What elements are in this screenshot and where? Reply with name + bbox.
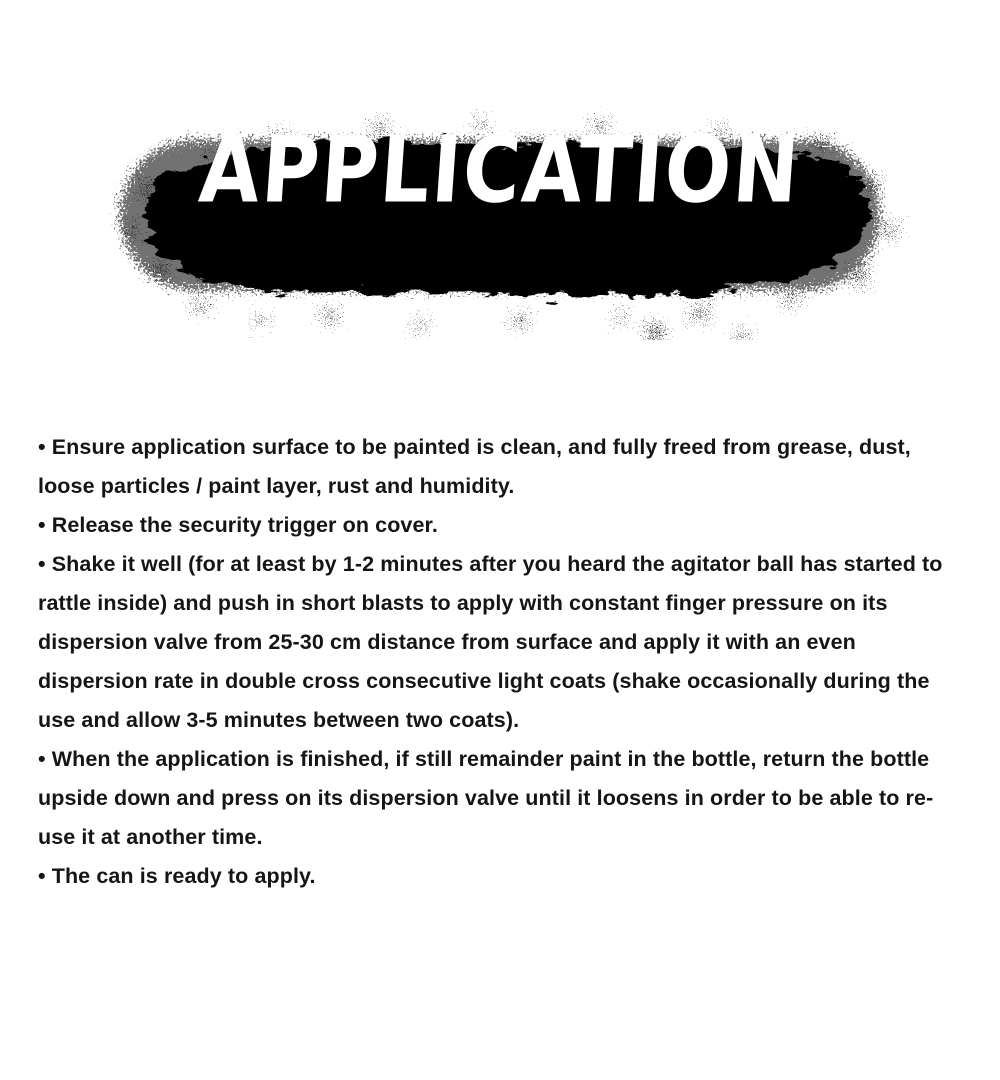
list-item-text: Shake it well (for at least by 1-2 minutes after you heard the agitator ball has started to rattle inside) and push in short blasts to apply with constant finger pressure on its dispersion valve from 25-30 cm distance from surface and apply it with an even dispersion rate in double cross consecutive light coats (shake occasionally during the use and allow 3-5 minutes between two coats). bbox=[38, 552, 943, 732]
bullet-dot: • bbox=[38, 864, 46, 888]
list-item-text: The can is ready to apply. bbox=[51, 864, 316, 888]
list-item-text: When the application is finished, if still remainder paint in the bottle, return the bottle upside down and press on its dispersion valve until it loosens in order to be able to re-use it at another time. bbox=[38, 747, 934, 849]
bullet-dot: • bbox=[38, 747, 46, 771]
instructions-list bbox=[38, 428, 968, 896]
list-item-text: Ensure application surface to be painted is clean, and fully freed from grease, dust, loose particles / paint layer, rust and humidity. bbox=[38, 435, 911, 498]
list-item bbox=[38, 857, 968, 896]
list-item bbox=[38, 740, 968, 857]
application-banner bbox=[0, 80, 1000, 340]
document-page bbox=[0, 80, 1000, 1080]
list-item-text: Release the security trigger on cover. bbox=[51, 513, 438, 537]
bullet-dot: • bbox=[38, 513, 46, 537]
page-title: APPLICATION bbox=[195, 117, 805, 225]
list-item bbox=[38, 545, 968, 740]
spray-stroke-graphic bbox=[0, 80, 1000, 340]
list-item bbox=[38, 428, 968, 506]
bullet-dot: • bbox=[38, 552, 46, 576]
list-item bbox=[38, 506, 968, 545]
bullet-dot: • bbox=[38, 435, 46, 459]
